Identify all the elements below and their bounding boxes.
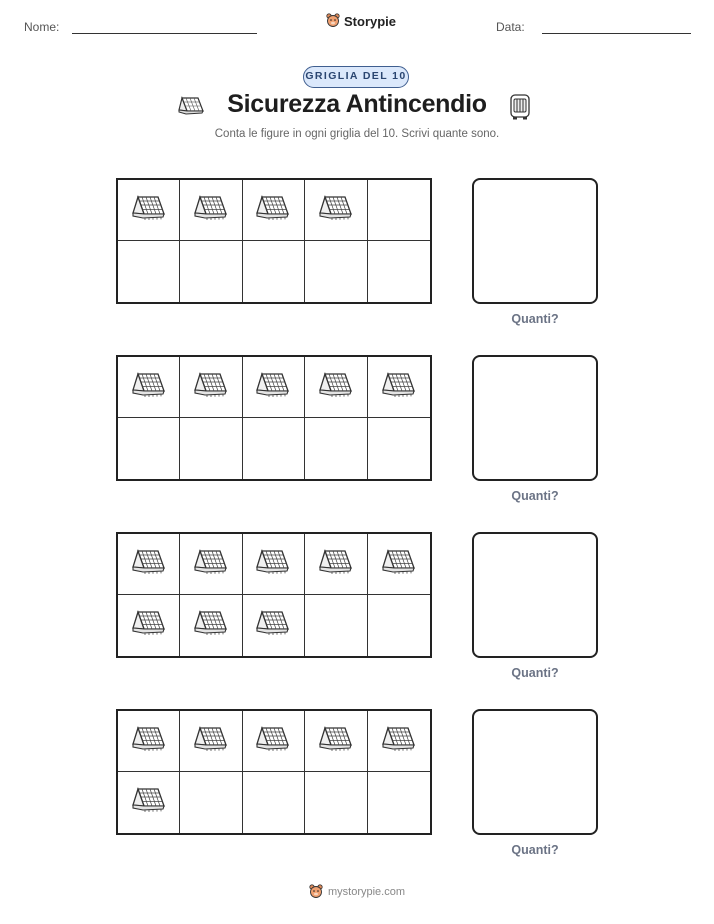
answer-box[interactable]	[472, 355, 598, 481]
ten-frame-cell	[180, 357, 242, 418]
answer-label: Quanti?	[511, 843, 559, 857]
ten-frame-cell	[368, 357, 430, 418]
footer-url: mystorypie.com	[327, 886, 406, 898]
fire-blanket-icon	[129, 608, 169, 643]
fire-blanket-icon	[379, 547, 419, 582]
ten-frame-cell	[243, 772, 305, 833]
ten-frame-cell	[118, 357, 180, 418]
problem-2	[0, 355, 714, 515]
ten-frame-cell	[305, 180, 367, 241]
fire-blanket-icon	[129, 785, 169, 820]
ten-frame-cell	[305, 772, 367, 833]
fire-blanket-icon	[253, 193, 293, 228]
fire-blanket-icon	[191, 370, 231, 405]
problem-1	[0, 178, 714, 338]
ten-frame	[116, 355, 432, 481]
answer-label: Quanti?	[511, 666, 559, 680]
fire-blanket-icon	[379, 724, 419, 759]
fire-blanket-icon	[191, 193, 231, 228]
ten-frame-cell	[180, 418, 242, 479]
answer-box[interactable]	[472, 178, 598, 304]
answer-box[interactable]	[472, 532, 598, 658]
ten-frame-cell	[368, 772, 430, 833]
ten-frame-cell	[243, 418, 305, 479]
ten-frame-cell	[118, 241, 180, 302]
answer-box[interactable]	[472, 709, 598, 835]
ten-frame-cell	[118, 595, 180, 656]
ten-frame-cell	[368, 241, 430, 302]
ten-frame-cell	[368, 595, 430, 656]
brand-logo	[326, 13, 396, 29]
ten-frame-cell	[118, 711, 180, 772]
ten-frame-cell	[368, 180, 430, 241]
ten-frame	[116, 532, 432, 658]
date-label: Data:	[496, 20, 525, 34]
ten-frame-cell	[368, 418, 430, 479]
problem-4	[0, 709, 714, 869]
fire-blanket-icon	[129, 724, 169, 759]
space-heater-icon	[508, 93, 532, 126]
fire-blanket-icon	[316, 370, 356, 405]
ten-frame-cell	[180, 180, 242, 241]
ten-frame-cell	[243, 180, 305, 241]
ten-frame-cell	[368, 711, 430, 772]
ten-frame-cell	[305, 418, 367, 479]
ten-frame-cell	[305, 595, 367, 656]
fire-blanket-icon	[253, 724, 293, 759]
bear-mascot-icon	[309, 884, 323, 900]
fire-blanket-icon	[191, 608, 231, 643]
answer-label: Quanti?	[511, 489, 559, 503]
ten-frame-cell	[180, 772, 242, 833]
fire-blanket-icon	[316, 724, 356, 759]
fire-blanket-icon	[316, 547, 356, 582]
ten-frame-cell	[180, 711, 242, 772]
ten-frame-cell	[305, 711, 367, 772]
answer-label: Quanti?	[511, 312, 559, 326]
ten-frame-cell	[305, 357, 367, 418]
ten-frame-cell	[243, 595, 305, 656]
worksheet-type-badge: GRIGLIA DEL 10	[303, 66, 409, 88]
ten-frame-cell	[243, 534, 305, 595]
date-line[interactable]	[542, 33, 691, 34]
fire-blanket-icon	[316, 193, 356, 228]
ten-frame-cell	[180, 241, 242, 302]
ten-frame	[116, 178, 432, 304]
ten-frame-cell	[305, 534, 367, 595]
fire-blanket-icon	[129, 370, 169, 405]
fire-blanket-icon	[253, 608, 293, 643]
brand-name: Storypie	[344, 13, 397, 29]
page-footer	[0, 884, 714, 900]
page-header	[0, 0, 714, 50]
title-row	[0, 90, 714, 126]
fire-blanket-icon	[379, 370, 419, 405]
ten-frame-cell	[243, 357, 305, 418]
fire-blanket-icon	[129, 193, 169, 228]
ten-frame-cell	[368, 534, 430, 595]
ten-frame-cell	[243, 241, 305, 302]
ten-frame-cell	[118, 180, 180, 241]
fire-blanket-icon	[191, 547, 231, 582]
name-line[interactable]	[72, 33, 257, 34]
fire-blanket-icon	[191, 724, 231, 759]
instructions: Conta le figure in ogni griglia del 10. Scrivi quante sono.	[214, 128, 500, 140]
name-label: Nome:	[24, 20, 60, 34]
page-title: Sicurezza Antincendio	[227, 90, 487, 118]
ten-frame-cell	[305, 241, 367, 302]
ten-frame-cell	[118, 418, 180, 479]
fire-blanket-icon	[253, 370, 293, 405]
ten-frame-cell	[118, 772, 180, 833]
ten-frame	[116, 709, 432, 835]
problem-3	[0, 532, 714, 692]
bear-mascot-icon	[326, 13, 340, 29]
ten-frame-cell	[118, 534, 180, 595]
ten-frame-cell	[180, 595, 242, 656]
fire-blanket-icon	[253, 547, 293, 582]
fire-blanket-icon	[129, 547, 169, 582]
ten-frame-cell	[243, 711, 305, 772]
ten-frame-cell	[180, 534, 242, 595]
